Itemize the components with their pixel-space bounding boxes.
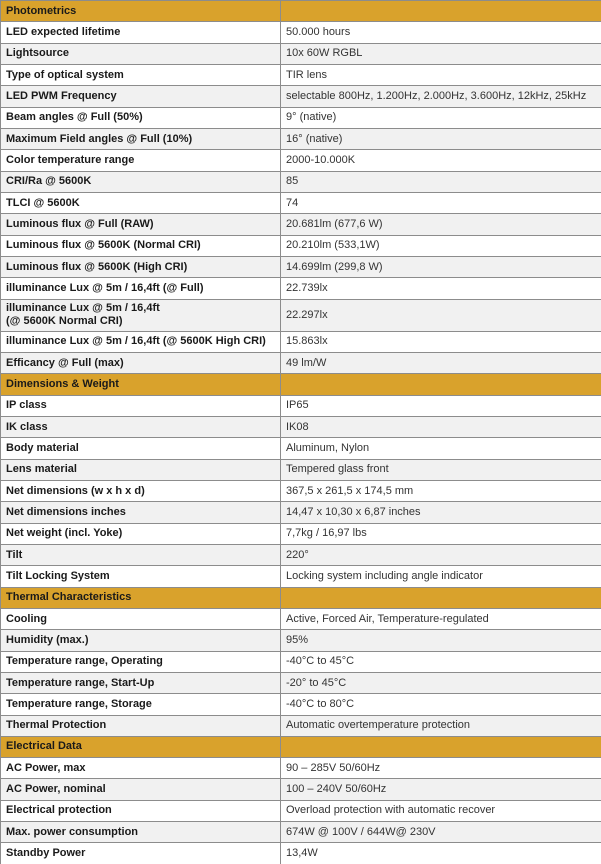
spec-value: IP65 — [281, 395, 601, 416]
spec-label-text: illuminance Lux @ 5m / 16,4ft (@ Full) — [6, 281, 204, 294]
table-row — [1, 256, 601, 277]
spec-label-text: Beam angles @ Full (50%) — [6, 111, 143, 124]
spec-label-text: AC Power, max — [6, 761, 86, 774]
table-row — [1, 43, 601, 64]
table-row — [1, 608, 601, 629]
spec-label — [1, 107, 281, 128]
spec-value: 13,4W — [281, 843, 601, 864]
table-row — [1, 651, 601, 672]
spec-label-text: Maximum Field angles @ Full (10%) — [6, 132, 193, 145]
spec-value: 9° (native) — [281, 107, 601, 128]
spec-label — [1, 192, 281, 213]
spec-label — [1, 43, 281, 64]
spec-label — [1, 630, 281, 651]
table-row — [1, 107, 601, 128]
spec-label — [1, 672, 281, 693]
spec-value: 49 lm/W — [281, 352, 601, 373]
table-row — [1, 395, 601, 416]
spec-value: 14,47 x 10,30 x 6,87 inches — [281, 502, 601, 523]
section-header — [1, 587, 601, 608]
spec-label-text: Luminous flux @ 5600K (High CRI) — [6, 260, 188, 273]
spec-label — [1, 331, 281, 352]
table-row — [1, 331, 601, 352]
spec-label-text: Body material — [6, 441, 79, 454]
spec-label-text: LED expected lifetime — [6, 25, 121, 38]
spec-table-body — [1, 1, 601, 864]
section-header-blank — [281, 374, 601, 395]
spec-label — [1, 416, 281, 437]
spec-value: 7,7kg / 16,97 lbs — [281, 523, 601, 544]
spec-label-text: Lens material — [6, 463, 77, 476]
spec-value: 10x 60W RGBL — [281, 43, 601, 64]
spec-label-text: CRI/Ra @ 5600K — [6, 175, 92, 188]
spec-label — [1, 86, 281, 107]
table-row — [1, 438, 601, 459]
spec-label — [1, 758, 281, 779]
spec-label-text: Temperature range, Operating — [6, 655, 163, 668]
spec-label — [1, 800, 281, 821]
spec-value: 90 – 285V 50/60Hz — [281, 758, 601, 779]
spec-value: Aluminum, Nylon — [281, 438, 601, 459]
spec-label-text: AC Power, nominal — [6, 783, 106, 796]
spec-label — [1, 438, 281, 459]
table-row — [1, 630, 601, 651]
spec-label-text: Net dimensions (w x h x d) — [6, 484, 145, 497]
spec-value: 20.681lm (677,6 W) — [281, 214, 601, 235]
table-row — [1, 779, 601, 800]
spec-label-text: Tilt Locking System — [6, 569, 110, 582]
table-row — [1, 758, 601, 779]
spec-value: 15.863lx — [281, 331, 601, 352]
spec-label-text: Tilt — [6, 548, 23, 561]
section-header-blank — [281, 736, 601, 757]
spec-value: Overload protection with automatic recover — [281, 800, 601, 821]
spec-value: 22.739lx — [281, 278, 601, 299]
spec-label-text: Luminous flux @ Full (RAW) — [6, 217, 154, 230]
spec-label-text: Net weight (incl. Yoke) — [6, 527, 123, 540]
table-row — [1, 64, 601, 85]
spec-label — [1, 235, 281, 256]
spec-value: TIR lens — [281, 64, 601, 85]
spec-label — [1, 150, 281, 171]
spec-value: 367,5 x 261,5 x 174,5 mm — [281, 480, 601, 501]
section-title: Dimensions & Weight — [1, 374, 281, 395]
table-row — [1, 214, 601, 235]
spec-label-text: TLCI @ 5600K — [6, 196, 80, 209]
table-row — [1, 502, 601, 523]
spec-label-text: Lightsource — [6, 47, 69, 60]
spec-label — [1, 822, 281, 843]
spec-label — [1, 523, 281, 544]
spec-label — [1, 694, 281, 715]
table-row — [1, 544, 601, 565]
spec-label — [1, 278, 281, 299]
spec-label-text: Efficancy @ Full (max) — [6, 356, 124, 369]
section-header-blank — [281, 587, 601, 608]
spec-label-text: Max. power consumption — [6, 825, 139, 838]
spec-value: 20.210lm (533,1W) — [281, 235, 601, 256]
table-row — [1, 278, 601, 299]
spec-value: selectable 800Hz, 1.200Hz, 2.000Hz, 3.600Hz, 12kHz, 25kHz — [281, 86, 601, 107]
section-header — [1, 736, 601, 757]
table-row — [1, 459, 601, 480]
spec-label-text-line2: (@ 5600K Normal CRI) — [6, 315, 123, 328]
spec-label-text: Cooling — [6, 612, 47, 625]
spec-label — [1, 502, 281, 523]
spec-label-text: Type of optical system — [6, 68, 124, 81]
spec-value: Active, Forced Air, Temperature-regulated — [281, 608, 601, 629]
table-row — [1, 523, 601, 544]
spec-label-text: illuminance Lux @ 5m / 16,4ft (@ 5600K High CRI) — [6, 335, 266, 348]
table-row — [1, 192, 601, 213]
spec-label — [1, 566, 281, 587]
table-row — [1, 86, 601, 107]
spec-value: 50.000 hours — [281, 22, 601, 43]
spec-label-text: Humidity (max.) — [6, 633, 89, 646]
spec-label — [1, 395, 281, 416]
spec-value: 14.699lm (299,8 W) — [281, 256, 601, 277]
table-row — [1, 822, 601, 843]
spec-value: 2000-10.000K — [281, 150, 601, 171]
spec-label — [1, 171, 281, 192]
spec-label — [1, 459, 281, 480]
table-row — [1, 22, 601, 43]
spec-value: Tempered glass front — [281, 459, 601, 480]
table-row — [1, 694, 601, 715]
spec-value: 674W @ 100V / 644W@ 230V — [281, 822, 601, 843]
spec-value: IK08 — [281, 416, 601, 437]
spec-label — [1, 352, 281, 373]
table-row — [1, 715, 601, 736]
spec-label-text: Thermal Protection — [6, 719, 107, 732]
spec-label — [1, 299, 281, 331]
table-row — [1, 352, 601, 373]
section-title: Thermal Characteristics — [1, 587, 281, 608]
spec-label — [1, 256, 281, 277]
spec-value: Locking system including angle indicator — [281, 566, 601, 587]
spec-label-text: Temperature range, Storage — [6, 697, 152, 710]
spec-label-text: illuminance Lux @ 5m / 16,4ft — [6, 302, 160, 315]
table-row — [1, 800, 601, 821]
spec-label — [1, 715, 281, 736]
section-header-blank — [281, 1, 601, 22]
table-row — [1, 416, 601, 437]
table-row — [1, 843, 601, 864]
spec-label-text: Standby Power — [6, 847, 86, 860]
spec-label-text: Temperature range, Start-Up — [6, 676, 155, 689]
spec-value: 100 – 240V 50/60Hz — [281, 779, 601, 800]
spec-label — [1, 651, 281, 672]
spec-label — [1, 64, 281, 85]
spec-label — [1, 843, 281, 864]
spec-label — [1, 779, 281, 800]
section-header — [1, 1, 601, 22]
spec-value: 85 — [281, 171, 601, 192]
table-row — [1, 299, 601, 331]
spec-label-text: Luminous flux @ 5600K (Normal CRI) — [6, 239, 201, 252]
spec-label-text: LED PWM Frequency — [6, 89, 117, 102]
spec-label — [1, 608, 281, 629]
table-row — [1, 235, 601, 256]
table-row — [1, 672, 601, 693]
spec-value: 22.297lx — [281, 299, 601, 331]
spec-value: -40°C to 45°C — [281, 651, 601, 672]
section-header — [1, 374, 601, 395]
spec-label-text: IK class — [6, 420, 48, 433]
table-row — [1, 150, 601, 171]
spec-value: 74 — [281, 192, 601, 213]
spec-label-text: Electrical protection — [6, 804, 112, 817]
spec-label — [1, 544, 281, 565]
spec-value: -20° to 45°C — [281, 672, 601, 693]
spec-value: 220° — [281, 544, 601, 565]
spec-label-text: Net dimensions inches — [6, 505, 126, 518]
spec-value: 16° (native) — [281, 128, 601, 149]
table-row — [1, 566, 601, 587]
spec-label — [1, 128, 281, 149]
spec-label — [1, 214, 281, 235]
table-row — [1, 171, 601, 192]
spec-label — [1, 22, 281, 43]
spec-value: 95% — [281, 630, 601, 651]
table-row — [1, 128, 601, 149]
table-row — [1, 480, 601, 501]
spec-label — [1, 480, 281, 501]
spec-label-text: Color temperature range — [6, 153, 135, 166]
spec-value: Automatic overtemperature protection — [281, 715, 601, 736]
spec-value: -40°C to 80°C — [281, 694, 601, 715]
section-title: Electrical Data — [1, 736, 281, 757]
spec-label-text: IP class — [6, 399, 47, 412]
section-title: Photometrics — [1, 1, 281, 22]
